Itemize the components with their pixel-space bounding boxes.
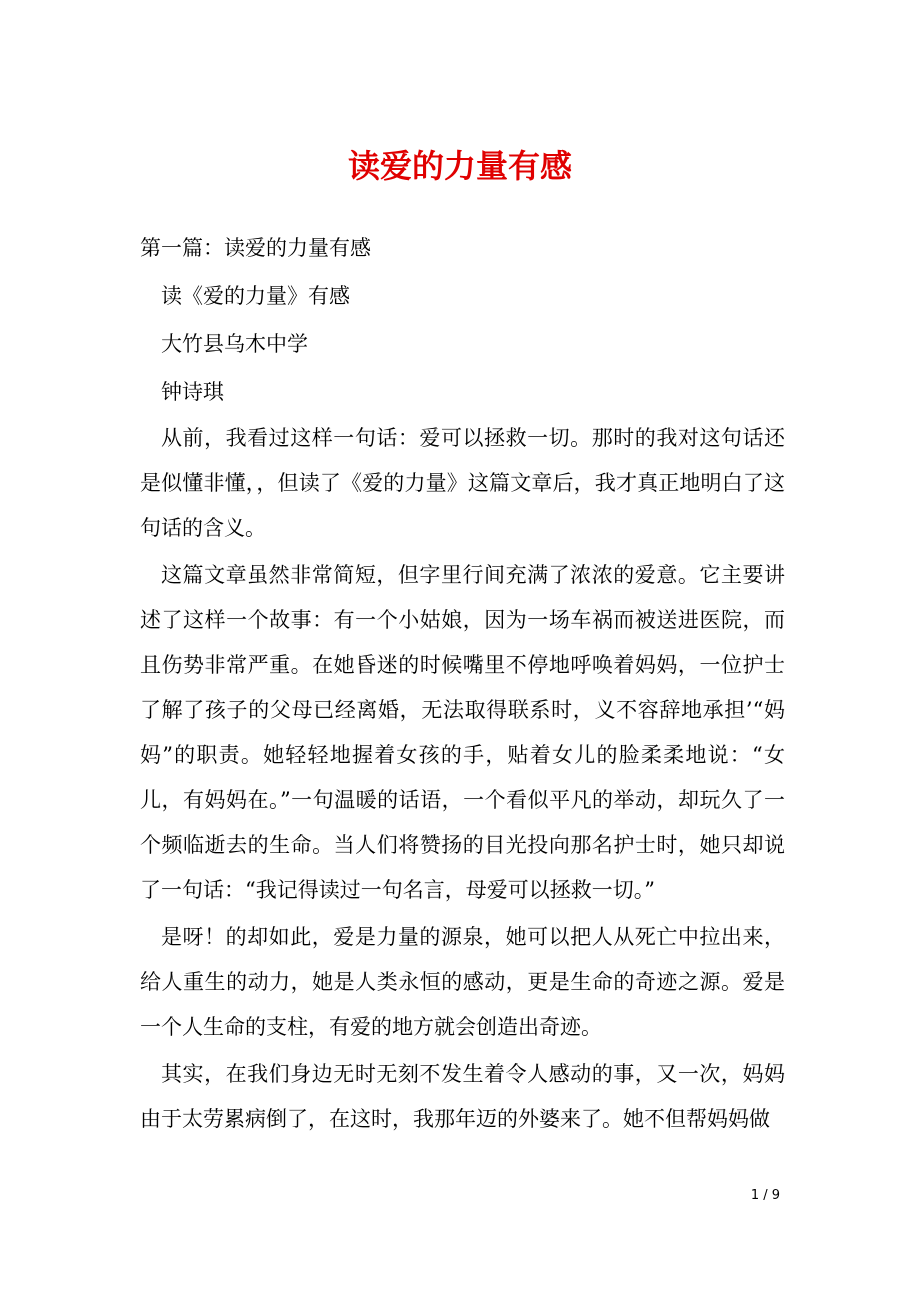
document-title: 读爱的力量有感 (347, 147, 572, 185)
school-name: 大竹县乌木中学 (161, 332, 308, 356)
paragraph-2: 这篇文章虽然非常简短，但字里行间充满了浓浓的爱意。它主要讲述了这样一个故事：有一个小姑娘，因为一场车祸而被送进医院，而且伤势非常严重。在她昏迷的时候嘴里不停地呼唤着妈妈，一位护士了解了孩子的父母已经离婚，无法取得联系时，义不容辞地承担’“妈妈”的职责。她轻轻地握着女孩的手，贴着女儿的脸柔柔地说：“女儿，有妈妈在。”一句温暖的话语，一个看似平凡的举动，却玩久了一个频临逝去的生命。当人们将赞扬的目光投向那名护士时，她只却说了一句话：“我记得读过一句名言，母爱可以拯救一切。” (140, 563, 785, 902)
author-name: 钟诗琪 (161, 380, 224, 404)
paragraph-3: 是呀！的却如此，爱是力量的源泉，她可以把人从死亡中拉出来，给人重生的动力，她是人类永恒的感动，更是生命的奇迹之源。爱是一个人生命的支柱，有爱的地方就会创造出奇迹。 (140, 925, 785, 1039)
paragraph-4: 其实，在我们身边无时无刻不发生着令人感动的事，又一次，妈妈由于太劳累病倒了，在这时，我那年迈的外婆来了。她不但帮妈妈做 (140, 1062, 785, 1131)
document-body (140, 224, 785, 1144)
page-number: 1 / 9 (750, 1188, 780, 1203)
section-heading: 第一篇：读爱的力量有感 (140, 236, 371, 260)
paragraph-1: 从前，我看过这样一句话：爱可以拯救一切。那时的我对这句话还是似懂非懂，，但读了《爱的力量》这篇文章后，我才真正地明白了这句话的含义。 (140, 426, 785, 540)
article-subtitle: 读《爱的力量》有感 (161, 284, 350, 308)
